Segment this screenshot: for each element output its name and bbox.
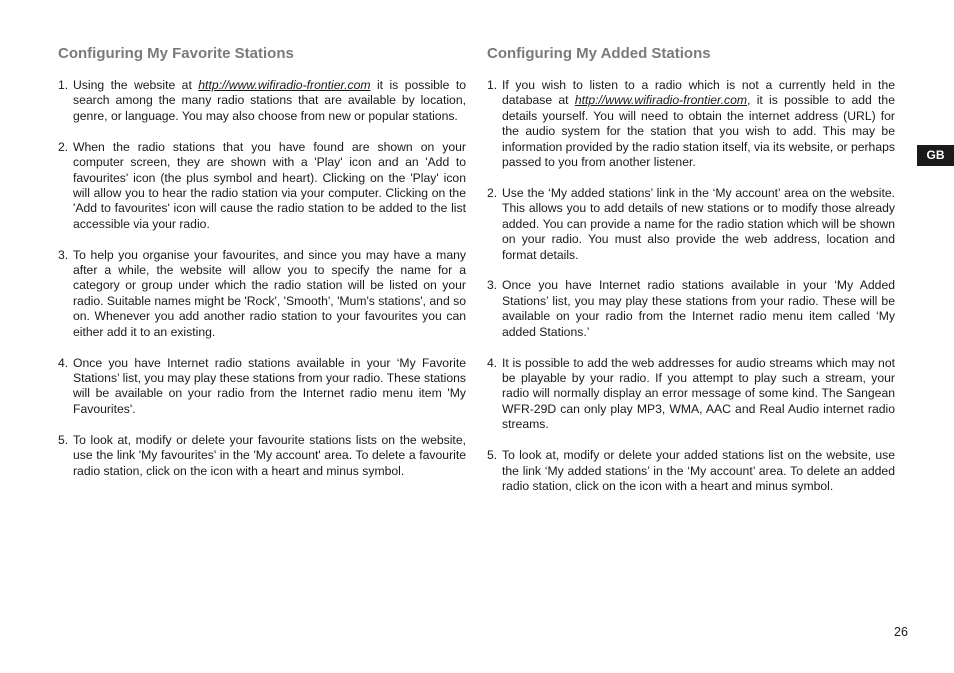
right-section-title: Configuring My Added Stations — [487, 45, 711, 62]
list-item — [487, 448, 895, 494]
item-text: When the radio stations that you have found are shown on your computer screen, they are shown with a 'Play' icon and an 'Add to favourites' icon (the plus symbol and heart). Clicking on the 'Play' icon will allow you to hear the radio station via your computer. Clicking on the 'Add to favourites' icon will cause the radio station to be added to the list accessible via your radio. — [73, 139, 466, 231]
item-text: Once you have Internet radio stations available in your ‘My Favorite Stations’ list, you may play these stations from your radio. These stations will be available on your radio from the Internet radio menu item 'My Favourites'. — [73, 355, 466, 416]
item-text: If you wish to listen to a radio which is not a currently held in the database at — [502, 78, 895, 108]
website-link[interactable]: http://www.wifiradio-frontier.com — [198, 78, 371, 92]
item-number: 2. — [487, 185, 498, 200]
item-text: Once you have Internet radio stations available in your ‘My Added Stations’ list, you may play these stations from your radio. These will be available on your radio from the Internet radio menu item called ‘My added Stations.’ — [502, 278, 895, 339]
item-text: To help you organise your favourites, and since you may have a many after a while, the website will allow you to specify the name for a category or group under which the radio station will be listed on your radio. Suitable names might be 'Rock', 'Smooth', 'Mum's stations', and so on. Whenever you add another radio station to your favourites you can either add it to an existing. — [73, 247, 466, 339]
list-item — [58, 140, 466, 232]
list-item — [487, 278, 895, 340]
list-item — [58, 356, 466, 418]
item-number: 4. — [58, 355, 69, 370]
item-number: 1. — [58, 78, 69, 92]
item-text: It is possible to add the web addresses for audio streams which may not be playable by your radio. If you attempt to play such a stream, your radio will normally display an error message of some kind. The Sangean WFR-29D can only play MP3, WMA, AAC and Real Audio internet radio streams. — [502, 355, 895, 432]
right-steps-list — [487, 78, 895, 494]
item-text: , it is possible to add the details yourself. You will need to obtain the internet address (URL) for the audio system for the station that you wish to add. This may be information provided by the radio station itself, via its website, or perhaps passed to you from another listener. — [502, 93, 895, 170]
item-text: To look at, modify or delete your added stations list on the website, use the link ‘My added stations’ in the ‘My account’ area. To delete an added radio station, click on the icon with a heart and minus symbol. — [502, 448, 895, 493]
list-item — [58, 78, 466, 124]
item-number: 5. — [58, 432, 69, 447]
left-column — [58, 44, 466, 494]
left-steps-list — [58, 78, 466, 479]
page-number: 26 — [894, 625, 908, 639]
item-number: 1. — [487, 78, 498, 92]
list-item — [487, 356, 895, 433]
item-number: 3. — [58, 247, 69, 262]
list-item — [58, 248, 466, 340]
website-link[interactable]: http://www.wifiradio-frontier.com — [574, 93, 748, 108]
item-number: 2. — [58, 139, 69, 154]
item-text: Use the ‘My added stations’ link in the ‘My account’ area on the website. This allows you to add details of new stations or to modify those already added. You can provide a name for the radio station which will be shown on your radio. You must also provide the web address, location and format details. — [502, 185, 895, 262]
list-item — [487, 186, 895, 263]
item-number: 3. — [487, 278, 498, 293]
item-text: To look at, modify or delete your favourite stations lists on the website, use the link 'My favourites' in the 'My account' area. To delete a favourite radio station, click on the icon with a heart and minus symbol. — [73, 432, 466, 478]
language-tab: GB — [917, 145, 954, 166]
list-item — [58, 433, 466, 479]
left-section-title: Configuring My Favorite Stations — [58, 45, 294, 62]
right-column — [487, 44, 895, 510]
item-text: Using the website at — [73, 78, 199, 92]
list-item — [487, 78, 895, 170]
item-number: 5. — [487, 448, 498, 463]
item-text: it is possible to search among the many radio stations that are available by location, genre, or language. You may also choose from new or popular stations. — [73, 78, 466, 123]
item-number: 4. — [487, 355, 498, 370]
